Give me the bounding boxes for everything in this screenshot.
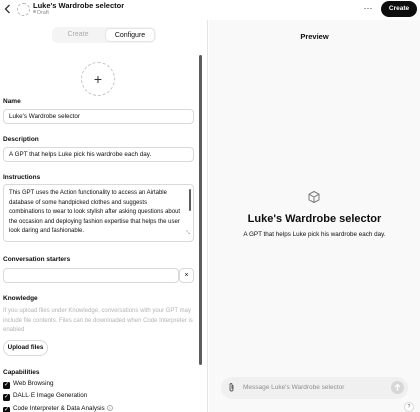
description-field[interactable]: A GPT that helps Luke pick his wardrobe each day. [3, 147, 194, 162]
instructions-field[interactable] [3, 184, 194, 242]
info-icon[interactable]: ? [108, 406, 111, 411]
send-arrow-icon[interactable] [391, 381, 404, 394]
message-placeholder: Message Luke's Wardrobe selector [243, 384, 345, 391]
instructions-scrollbar[interactable] [189, 189, 191, 211]
panel-scrollbar[interactable] [199, 55, 202, 365]
preview-gpt-description: A GPT that helps Luke pick his wardrobe each day. [243, 231, 386, 238]
gpt-avatar [17, 3, 30, 16]
knowledge-label: Knowledge [3, 295, 38, 302]
conversation-starter-input[interactable] [3, 268, 179, 283]
capability-label: DALL·E Image Generation [13, 392, 88, 399]
draft-label: Draft [37, 10, 49, 16]
upload-files-button[interactable]: Upload files [3, 340, 48, 356]
help-icon[interactable]: ? [404, 402, 414, 412]
preview-gpt-name: Luke's Wardrobe selector [247, 213, 382, 225]
instructions-text: This GPT uses the Action functionality to access an Airtable database of some handpicked clothes and suggests combinations to wear to look stylish after asking questions about the occasion and deploying fashion expertise that helps the user look daring and fashionable. [9, 190, 181, 235]
cube-icon [307, 190, 321, 204]
capabilities-label: Capabilities [3, 369, 40, 376]
status-dot-icon [33, 10, 36, 13]
capability-dalle[interactable] [3, 391, 87, 400]
tab-configure[interactable]: Configure [105, 28, 155, 42]
mode-tabs [52, 27, 156, 43]
draft-status [33, 10, 49, 16]
resize-handle-icon[interactable]: ⤡ [185, 230, 190, 237]
checkbox-checked-icon[interactable]: ✓ [3, 407, 10, 412]
chevron-left-icon[interactable] [3, 3, 13, 15]
config-panel [0, 20, 208, 412]
checkbox-checked-icon[interactable]: ✓ [3, 382, 10, 388]
tab-create[interactable]: Create [67, 31, 89, 38]
clear-starter-icon[interactable]: × [179, 268, 194, 283]
message-input[interactable] [221, 377, 408, 399]
capability-label: Code Interpreter & Data Analysis [13, 405, 105, 412]
ellipsis-icon[interactable]: ··· [363, 3, 373, 13]
name-label: Name [3, 98, 21, 105]
add-image-button[interactable]: + [81, 62, 115, 96]
capability-web-browsing[interactable] [3, 379, 53, 388]
instructions-label: Instructions [3, 174, 41, 181]
gpt-title: Luke's Wardrobe selector [33, 1, 125, 10]
preview-panel [209, 20, 420, 412]
name-field[interactable]: Luke's Wardrobe selector [3, 109, 194, 124]
paperclip-icon[interactable] [228, 382, 235, 394]
create-button[interactable]: Create [381, 1, 417, 17]
capability-code-interpreter[interactable] [3, 404, 113, 412]
capability-label: Web Browsing [13, 380, 54, 387]
description-label: Description [3, 136, 39, 143]
preview-title: Preview [300, 32, 329, 41]
top-bar [0, 0, 420, 20]
conversation-starters-label: Conversation starters [3, 256, 71, 263]
checkbox-checked-icon[interactable]: ✓ [3, 394, 10, 400]
knowledge-help-text: If you upload files under Knowledge, conversations with your GPT may include file contents. Files can be downloaded when Code Interpreter is enabled [3, 308, 193, 333]
